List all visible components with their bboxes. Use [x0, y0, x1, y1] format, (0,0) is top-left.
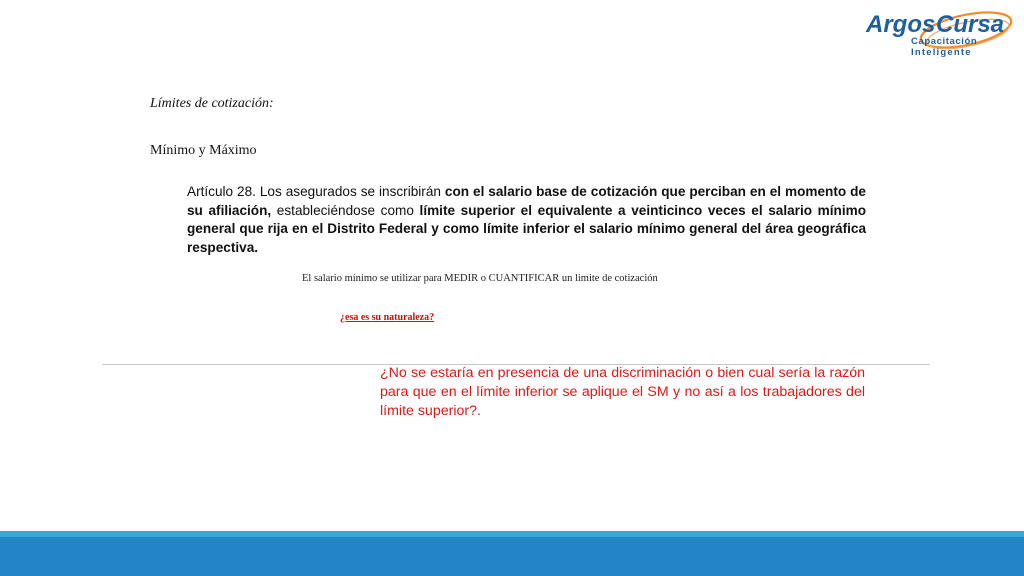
- logo-brand-part1: Argos: [866, 11, 936, 38]
- logo-graphic: [864, 6, 1016, 64]
- article-28-paragraph: [187, 183, 866, 257]
- logo-tagline-line1: Capacitación: [911, 36, 978, 47]
- article-bold-2: límite superior el equivalente a veinticinco veces el salario mínimo general que rija en el Distrito Federal y como límite inferior el salario mínimo general del área geográfica respectiva.: [187, 202, 867, 255]
- article-bold-1: con el salario base de cotización que perciban en el momento de su afiliación,: [187, 184, 866, 218]
- article-text-2: estableciéndose como: [271, 202, 420, 218]
- argoscursa-logo: [864, 6, 1016, 64]
- nature-question: ¿esa es su naturaleza?: [340, 312, 435, 323]
- footer-bar: [0, 537, 1024, 576]
- article-text-1: Artículo 28. Los asegurados se inscribirán: [187, 184, 445, 199]
- discrimination-question: ¿No se estaría en presencia de una discriminación o bien cual sería la razón para que en el límite inferior se aplique el SM y no así a los trabajadores del límite superior?.: [380, 365, 865, 419]
- logo-tagline-line2: Inteligente: [911, 47, 972, 58]
- minimum-wage-note: El salario mínimo se utilizar para MEDIR o CUANTIFICAR un limite de cotización: [302, 273, 658, 284]
- section-subheading: Mínimo y Máximo: [150, 143, 257, 158]
- section-heading: Límites de cotización:: [150, 96, 274, 111]
- logo-brand-part2: Cursa: [936, 11, 1005, 38]
